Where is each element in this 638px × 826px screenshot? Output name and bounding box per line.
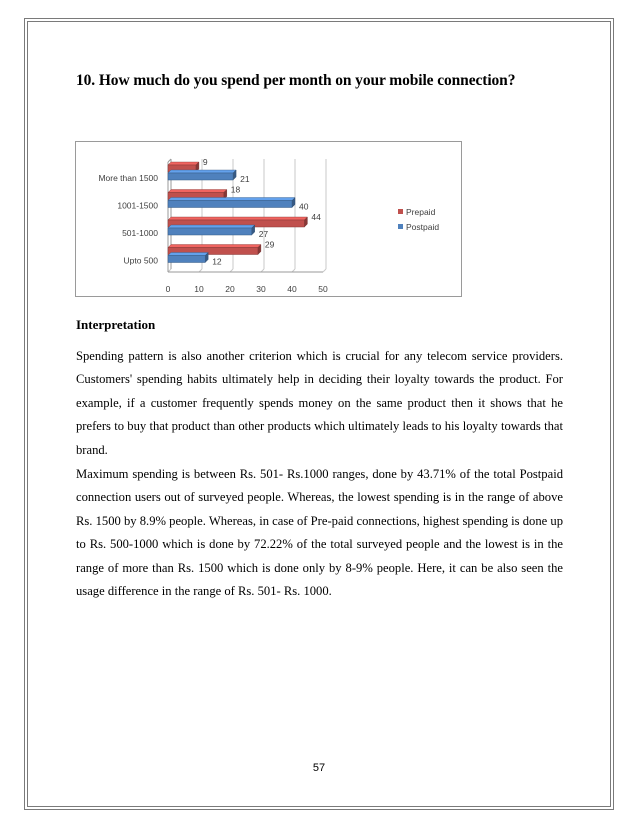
bar-top-face [168, 162, 199, 165]
bar-top-face [168, 190, 227, 193]
question-heading: 10. How much do you spend per month on your mobile connection? [76, 72, 516, 89]
data-label: 9 [202, 157, 208, 167]
x-tick-label: 10 [194, 284, 204, 294]
data-label: 21 [240, 174, 250, 184]
interpretation-heading: Interpretation [76, 317, 156, 332]
legend-swatch [398, 209, 403, 214]
data-label: 44 [311, 212, 321, 222]
bar-top-face [168, 245, 261, 248]
bar [168, 228, 252, 235]
bar [168, 173, 233, 180]
legend-label: Postpaid [406, 222, 440, 232]
data-label: 40 [299, 201, 309, 212]
bar [168, 201, 292, 208]
paragraph-2: Maximum spending is between Rs. 501- Rs.1000 ranges, done by 43.71% of the total Postpaid connection users out of surveyed people. Whereas, the lowest spending is in the range of above Rs. 1500 by 8.9% people. Whereas, in case of Pre-paid connections, highest spending is done up to Rs. 500-1000 which is done by 72.22% of the total surveyed people and the lowest is in the range of more than Rs. 1500 which is done only by 8-9% people. Here, it can be also seen the usage difference in the range of Rs. 501- Rs. 1000. [76, 467, 563, 599]
paragraph-1: Spending pattern is also another criterion which is crucial for any telecom service providers. Customers' spending habits ultimately help in deciding their loyalty towards the product. For example, if a customer frequently spends money on the same product then it shows that he prefers to buy that product than other products which ultimately leads to his loyalty towards that brand. [76, 349, 563, 457]
category-label: Upto 500 [123, 255, 158, 266]
data-label: 29 [264, 239, 275, 250]
bar-top-face [168, 198, 295, 201]
bar [168, 256, 205, 263]
bar-top-face [168, 217, 307, 220]
legend-label: Prepaid [406, 207, 436, 217]
legend-swatch [398, 224, 403, 229]
category-label: More than 1500 [98, 172, 158, 183]
page-number: 57 [312, 762, 326, 774]
x-tick-label: 20 [225, 284, 235, 294]
x-tick-label: 0 [165, 284, 171, 294]
data-label: 27 [258, 229, 269, 239]
bar-top-face [168, 225, 255, 228]
bar-top-face [168, 253, 208, 256]
bar-top-face [168, 170, 236, 173]
bar-chart-svg [76, 142, 461, 296]
data-label: 12 [212, 256, 222, 267]
category-label: 501-1000 [122, 227, 158, 238]
x-tick-label: 30 [256, 284, 266, 294]
category-label: 1001-1500 [117, 200, 158, 211]
x-tick-label: 40 [287, 284, 297, 294]
x-tick-label: 50 [318, 284, 328, 294]
gridline-floor [323, 269, 326, 272]
data-label: 18 [230, 184, 241, 195]
spending-chart [75, 141, 462, 297]
